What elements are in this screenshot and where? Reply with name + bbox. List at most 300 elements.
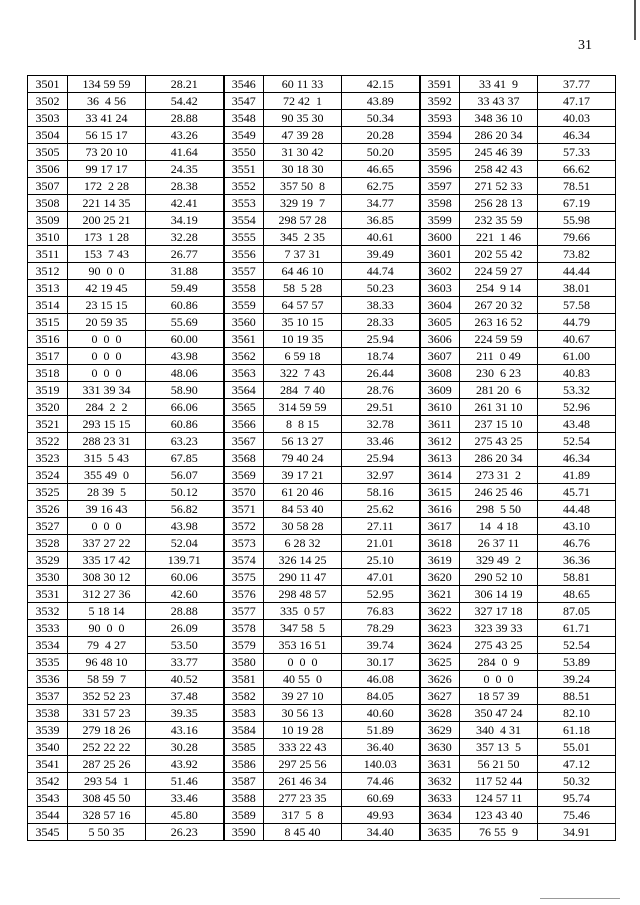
point-number-cell: 3524 xyxy=(28,467,68,484)
distance-cell: 79.66 xyxy=(538,229,616,246)
point-number-cell: 3527 xyxy=(28,518,68,535)
angle-cell: 326 14 25 xyxy=(264,552,342,569)
distance-cell: 43.89 xyxy=(342,93,420,110)
point-number-cell: 3635 xyxy=(420,824,460,841)
table-row xyxy=(28,586,616,603)
angle-cell: 256 28 13 xyxy=(460,195,538,212)
distance-cell: 40.61 xyxy=(342,229,420,246)
distance-cell: 30.28 xyxy=(146,739,224,756)
distance-cell: 82.10 xyxy=(538,705,616,722)
angle-cell: 58 5 28 xyxy=(264,280,342,297)
table-row xyxy=(28,263,616,280)
table-row xyxy=(28,110,616,127)
table-row xyxy=(28,399,616,416)
distance-cell: 40.60 xyxy=(342,705,420,722)
angle-cell: 314 59 59 xyxy=(264,399,342,416)
angle-cell: 335 17 42 xyxy=(68,552,146,569)
point-number-cell: 3627 xyxy=(420,688,460,705)
distance-cell: 43.98 xyxy=(146,518,224,535)
distance-cell: 57.58 xyxy=(538,297,616,314)
distance-cell: 25.62 xyxy=(342,501,420,518)
distance-cell: 34.19 xyxy=(146,212,224,229)
angle-cell: 287 25 26 xyxy=(68,756,146,773)
distance-cell: 37.48 xyxy=(146,688,224,705)
angle-cell: 279 18 26 xyxy=(68,722,146,739)
angle-cell: 96 48 10 xyxy=(68,654,146,671)
distance-cell: 61.71 xyxy=(538,620,616,637)
distance-cell: 57.33 xyxy=(538,144,616,161)
angle-cell: 290 52 10 xyxy=(460,569,538,586)
distance-cell: 52.96 xyxy=(538,399,616,416)
point-number-cell: 3597 xyxy=(420,178,460,195)
angle-cell: 0 0 0 xyxy=(68,365,146,382)
angle-cell: 331 57 23 xyxy=(68,705,146,722)
page-number: 31 xyxy=(578,38,592,53)
point-number-cell: 3556 xyxy=(224,246,264,263)
distance-cell: 32.28 xyxy=(146,229,224,246)
point-number-cell: 3518 xyxy=(28,365,68,382)
distance-cell: 52.54 xyxy=(538,637,616,654)
point-number-cell: 3622 xyxy=(420,603,460,620)
point-number-cell: 3600 xyxy=(420,229,460,246)
point-number-cell: 3618 xyxy=(420,535,460,552)
distance-cell: 46.08 xyxy=(342,671,420,688)
angle-cell: 340 4 31 xyxy=(460,722,538,739)
distance-cell: 42.41 xyxy=(146,195,224,212)
angle-cell: 33 41 9 xyxy=(460,76,538,93)
angle-cell: 202 55 42 xyxy=(460,246,538,263)
distance-cell: 30.17 xyxy=(342,654,420,671)
angle-cell: 329 49 2 xyxy=(460,552,538,569)
angle-cell: 355 49 0 xyxy=(68,467,146,484)
angle-cell: 246 25 46 xyxy=(460,484,538,501)
distance-cell: 41.89 xyxy=(538,467,616,484)
angle-cell: 6 59 18 xyxy=(264,348,342,365)
angle-cell: 40 55 0 xyxy=(264,671,342,688)
distance-cell: 34.91 xyxy=(538,824,616,841)
distance-cell: 31.88 xyxy=(146,263,224,280)
point-number-cell: 3590 xyxy=(224,824,264,841)
table-row xyxy=(28,603,616,620)
point-number-cell: 3632 xyxy=(420,773,460,790)
distance-cell: 75.46 xyxy=(538,807,616,824)
point-number-cell: 3609 xyxy=(420,382,460,399)
angle-cell: 172 2 28 xyxy=(68,178,146,195)
angle-cell: 31 30 42 xyxy=(264,144,342,161)
table-row xyxy=(28,161,616,178)
distance-cell: 48.65 xyxy=(538,586,616,603)
point-number-cell: 3612 xyxy=(420,433,460,450)
angle-cell: 224 59 59 xyxy=(460,331,538,348)
table-row xyxy=(28,484,616,501)
angle-cell: 5 50 35 xyxy=(68,824,146,841)
distance-cell: 51.46 xyxy=(146,773,224,790)
angle-cell: 134 59 59 xyxy=(68,76,146,93)
angle-cell: 254 9 14 xyxy=(460,280,538,297)
point-number-cell: 3587 xyxy=(224,773,264,790)
point-number-cell: 3509 xyxy=(28,212,68,229)
angle-cell: 64 46 10 xyxy=(264,263,342,280)
distance-cell: 44.44 xyxy=(538,263,616,280)
point-number-cell: 3550 xyxy=(224,144,264,161)
point-number-cell: 3598 xyxy=(420,195,460,212)
distance-cell: 52.54 xyxy=(538,433,616,450)
angle-cell: 224 59 27 xyxy=(460,263,538,280)
distance-cell: 33.46 xyxy=(146,790,224,807)
angle-cell: 290 11 47 xyxy=(264,569,342,586)
distance-cell: 44.79 xyxy=(538,314,616,331)
point-number-cell: 3613 xyxy=(420,450,460,467)
angle-cell: 47 39 28 xyxy=(264,127,342,144)
point-number-cell: 3538 xyxy=(28,705,68,722)
angle-cell: 284 0 9 xyxy=(460,654,538,671)
table-row xyxy=(28,416,616,433)
distance-cell: 44.48 xyxy=(538,501,616,518)
point-number-cell: 3583 xyxy=(224,705,264,722)
angle-cell: 331 39 34 xyxy=(68,382,146,399)
angle-cell: 8 8 15 xyxy=(264,416,342,433)
point-number-cell: 3610 xyxy=(420,399,460,416)
table-row xyxy=(28,127,616,144)
distance-cell: 43.10 xyxy=(538,518,616,535)
point-number-cell: 3591 xyxy=(420,76,460,93)
distance-cell: 61.00 xyxy=(538,348,616,365)
distance-cell: 18.74 xyxy=(342,348,420,365)
distance-cell: 20.28 xyxy=(342,127,420,144)
point-number-cell: 3586 xyxy=(224,756,264,773)
distance-cell: 45.80 xyxy=(146,807,224,824)
angle-cell: 200 25 21 xyxy=(68,212,146,229)
point-number-cell: 3614 xyxy=(420,467,460,484)
table-row xyxy=(28,705,616,722)
distance-cell: 25.94 xyxy=(342,331,420,348)
point-number-cell: 3601 xyxy=(420,246,460,263)
angle-cell: 345 2 35 xyxy=(264,229,342,246)
distance-cell: 33.77 xyxy=(146,654,224,671)
distance-cell: 53.50 xyxy=(146,637,224,654)
point-number-cell: 3537 xyxy=(28,688,68,705)
angle-cell: 281 20 6 xyxy=(460,382,538,399)
angle-cell: 261 46 34 xyxy=(264,773,342,790)
distance-cell: 58.81 xyxy=(538,569,616,586)
distance-cell: 46.76 xyxy=(538,535,616,552)
point-number-cell: 3534 xyxy=(28,637,68,654)
distance-cell: 28.33 xyxy=(342,314,420,331)
angle-cell: 60 11 33 xyxy=(264,76,342,93)
distance-cell: 50.34 xyxy=(342,110,420,127)
distance-cell: 76.83 xyxy=(342,603,420,620)
angle-cell: 90 0 0 xyxy=(68,263,146,280)
distance-cell: 26.23 xyxy=(146,824,224,841)
angle-cell: 327 17 18 xyxy=(460,603,538,620)
point-number-cell: 3552 xyxy=(224,178,264,195)
distance-cell: 58.16 xyxy=(342,484,420,501)
point-number-cell: 3593 xyxy=(420,110,460,127)
angle-cell: 293 54 1 xyxy=(68,773,146,790)
distance-cell: 88.51 xyxy=(538,688,616,705)
angle-cell: 30 18 30 xyxy=(264,161,342,178)
distance-cell: 25.10 xyxy=(342,552,420,569)
distance-cell: 40.83 xyxy=(538,365,616,382)
table-row xyxy=(28,280,616,297)
table-row xyxy=(28,722,616,739)
coordinates-table xyxy=(27,75,616,841)
distance-cell: 39.35 xyxy=(146,705,224,722)
angle-cell: 329 19 7 xyxy=(264,195,342,212)
point-number-cell: 3517 xyxy=(28,348,68,365)
point-number-cell: 3620 xyxy=(420,569,460,586)
angle-cell: 288 23 31 xyxy=(68,433,146,450)
table-row xyxy=(28,144,616,161)
point-number-cell: 3623 xyxy=(420,620,460,637)
angle-cell: 350 47 24 xyxy=(460,705,538,722)
point-number-cell: 3516 xyxy=(28,331,68,348)
distance-cell: 32.78 xyxy=(342,416,420,433)
angle-cell: 30 56 13 xyxy=(264,705,342,722)
distance-cell: 38.33 xyxy=(342,297,420,314)
distance-cell: 56.07 xyxy=(146,467,224,484)
angle-cell: 352 52 23 xyxy=(68,688,146,705)
angle-cell: 20 59 35 xyxy=(68,314,146,331)
point-number-cell: 3503 xyxy=(28,110,68,127)
point-number-cell: 3564 xyxy=(224,382,264,399)
distance-cell: 60.86 xyxy=(146,297,224,314)
table-row xyxy=(28,518,616,535)
distance-cell: 46.65 xyxy=(342,161,420,178)
point-number-cell: 3543 xyxy=(28,790,68,807)
point-number-cell: 3511 xyxy=(28,246,68,263)
angle-cell: 90 35 30 xyxy=(264,110,342,127)
point-number-cell: 3570 xyxy=(224,484,264,501)
distance-cell: 46.34 xyxy=(538,127,616,144)
point-number-cell: 3628 xyxy=(420,705,460,722)
angle-cell: 79 40 24 xyxy=(264,450,342,467)
angle-cell: 317 5 8 xyxy=(264,807,342,824)
angle-cell: 258 42 43 xyxy=(460,161,538,178)
point-number-cell: 3512 xyxy=(28,263,68,280)
table-row xyxy=(28,76,616,93)
angle-cell: 79 4 27 xyxy=(68,637,146,654)
angle-cell: 237 15 10 xyxy=(460,416,538,433)
angle-cell: 0 0 0 xyxy=(68,518,146,535)
angle-cell: 306 14 19 xyxy=(460,586,538,603)
point-number-cell: 3526 xyxy=(28,501,68,518)
angle-cell: 84 53 40 xyxy=(264,501,342,518)
distance-cell: 28.76 xyxy=(342,382,420,399)
angle-cell: 73 20 10 xyxy=(68,144,146,161)
point-number-cell: 3599 xyxy=(420,212,460,229)
angle-cell: 221 14 35 xyxy=(68,195,146,212)
point-number-cell: 3619 xyxy=(420,552,460,569)
point-number-cell: 3562 xyxy=(224,348,264,365)
table-row xyxy=(28,348,616,365)
distance-cell: 58.90 xyxy=(146,382,224,399)
point-number-cell: 3566 xyxy=(224,416,264,433)
angle-cell: 0 0 0 xyxy=(264,654,342,671)
distance-cell: 74.46 xyxy=(342,773,420,790)
point-number-cell: 3604 xyxy=(420,297,460,314)
point-number-cell: 3571 xyxy=(224,501,264,518)
distance-cell: 63.23 xyxy=(146,433,224,450)
angle-cell: 353 16 51 xyxy=(264,637,342,654)
table-row xyxy=(28,212,616,229)
point-number-cell: 3545 xyxy=(28,824,68,841)
point-number-cell: 3542 xyxy=(28,773,68,790)
point-number-cell: 3568 xyxy=(224,450,264,467)
point-number-cell: 3573 xyxy=(224,535,264,552)
angle-cell: 286 20 34 xyxy=(460,450,538,467)
point-number-cell: 3630 xyxy=(420,739,460,756)
point-number-cell: 3616 xyxy=(420,501,460,518)
angle-cell: 308 30 12 xyxy=(68,569,146,586)
point-number-cell: 3576 xyxy=(224,586,264,603)
distance-cell: 43.98 xyxy=(146,348,224,365)
table-row xyxy=(28,688,616,705)
distance-cell: 34.77 xyxy=(342,195,420,212)
angle-cell: 232 35 59 xyxy=(460,212,538,229)
point-number-cell: 3565 xyxy=(224,399,264,416)
distance-cell: 50.32 xyxy=(538,773,616,790)
distance-cell: 56.82 xyxy=(146,501,224,518)
point-number-cell: 3510 xyxy=(28,229,68,246)
point-number-cell: 3504 xyxy=(28,127,68,144)
point-number-cell: 3603 xyxy=(420,280,460,297)
distance-cell: 25.94 xyxy=(342,450,420,467)
angle-cell: 124 57 11 xyxy=(460,790,538,807)
distance-cell: 41.64 xyxy=(146,144,224,161)
distance-cell: 60.00 xyxy=(146,331,224,348)
point-number-cell: 3551 xyxy=(224,161,264,178)
table-row xyxy=(28,365,616,382)
angle-cell: 286 20 34 xyxy=(460,127,538,144)
point-number-cell: 3561 xyxy=(224,331,264,348)
distance-cell: 66.62 xyxy=(538,161,616,178)
angle-cell: 7 37 31 xyxy=(264,246,342,263)
point-number-cell: 3541 xyxy=(28,756,68,773)
angle-cell: 39 27 10 xyxy=(264,688,342,705)
table-row xyxy=(28,450,616,467)
distance-cell: 24.35 xyxy=(146,161,224,178)
angle-cell: 275 43 25 xyxy=(460,637,538,654)
table-row xyxy=(28,824,616,841)
angle-cell: 0 0 0 xyxy=(68,348,146,365)
angle-cell: 211 0 49 xyxy=(460,348,538,365)
point-number-cell: 3535 xyxy=(28,654,68,671)
angle-cell: 221 1 46 xyxy=(460,229,538,246)
point-number-cell: 3536 xyxy=(28,671,68,688)
distance-cell: 47.12 xyxy=(538,756,616,773)
angle-cell: 263 16 52 xyxy=(460,314,538,331)
distance-cell: 34.40 xyxy=(342,824,420,841)
angle-cell: 333 22 43 xyxy=(264,739,342,756)
point-number-cell: 3634 xyxy=(420,807,460,824)
distance-cell: 27.11 xyxy=(342,518,420,535)
table-row xyxy=(28,756,616,773)
distance-cell: 54.42 xyxy=(146,93,224,110)
angle-cell: 23 15 15 xyxy=(68,297,146,314)
distance-cell: 139.71 xyxy=(146,552,224,569)
point-number-cell: 3531 xyxy=(28,586,68,603)
page-edge-mark xyxy=(634,0,636,40)
angle-cell: 323 39 33 xyxy=(460,620,538,637)
distance-cell: 73.82 xyxy=(538,246,616,263)
point-number-cell: 3548 xyxy=(224,110,264,127)
distance-cell: 48.06 xyxy=(146,365,224,382)
distance-cell: 39.74 xyxy=(342,637,420,654)
point-number-cell: 3532 xyxy=(28,603,68,620)
point-number-cell: 3539 xyxy=(28,722,68,739)
table-row xyxy=(28,535,616,552)
table-row xyxy=(28,773,616,790)
distance-cell: 53.89 xyxy=(538,654,616,671)
distance-cell: 52.95 xyxy=(342,586,420,603)
point-number-cell: 3574 xyxy=(224,552,264,569)
table-row xyxy=(28,807,616,824)
distance-cell: 50.20 xyxy=(342,144,420,161)
point-number-cell: 3515 xyxy=(28,314,68,331)
point-number-cell: 3596 xyxy=(420,161,460,178)
distance-cell: 60.06 xyxy=(146,569,224,586)
angle-cell: 245 46 39 xyxy=(460,144,538,161)
distance-cell: 50.12 xyxy=(146,484,224,501)
angle-cell: 298 5 50 xyxy=(460,501,538,518)
point-number-cell: 3579 xyxy=(224,637,264,654)
distance-cell: 52.04 xyxy=(146,535,224,552)
distance-cell: 26.09 xyxy=(146,620,224,637)
angle-cell: 35 10 15 xyxy=(264,314,342,331)
angle-cell: 18 57 39 xyxy=(460,688,538,705)
point-number-cell: 3606 xyxy=(420,331,460,348)
distance-cell: 67.19 xyxy=(538,195,616,212)
distance-cell: 43.16 xyxy=(146,722,224,739)
angle-cell: 39 16 43 xyxy=(68,501,146,518)
distance-cell: 32.97 xyxy=(342,467,420,484)
point-number-cell: 3506 xyxy=(28,161,68,178)
distance-cell: 47.01 xyxy=(342,569,420,586)
point-number-cell: 3589 xyxy=(224,807,264,824)
distance-cell: 61.18 xyxy=(538,722,616,739)
point-number-cell: 3553 xyxy=(224,195,264,212)
angle-cell: 284 7 40 xyxy=(264,382,342,399)
point-number-cell: 3633 xyxy=(420,790,460,807)
point-number-cell: 3519 xyxy=(28,382,68,399)
distance-cell: 45.71 xyxy=(538,484,616,501)
angle-cell: 0 0 0 xyxy=(460,671,538,688)
angle-cell: 30 58 28 xyxy=(264,518,342,535)
distance-cell: 21.01 xyxy=(342,535,420,552)
angle-cell: 61 20 46 xyxy=(264,484,342,501)
distance-cell: 39.24 xyxy=(538,671,616,688)
distance-cell: 38.01 xyxy=(538,280,616,297)
distance-cell: 60.69 xyxy=(342,790,420,807)
table-row xyxy=(28,382,616,399)
distance-cell: 44.74 xyxy=(342,263,420,280)
angle-cell: 297 25 56 xyxy=(264,756,342,773)
point-number-cell: 3594 xyxy=(420,127,460,144)
table-row xyxy=(28,552,616,569)
table-row xyxy=(28,569,616,586)
point-number-cell: 3569 xyxy=(224,467,264,484)
distance-cell: 28.21 xyxy=(146,76,224,93)
point-number-cell: 3514 xyxy=(28,297,68,314)
distance-cell: 29.51 xyxy=(342,399,420,416)
angle-cell: 308 45 50 xyxy=(68,790,146,807)
angle-cell: 33 43 37 xyxy=(460,93,538,110)
point-number-cell: 3588 xyxy=(224,790,264,807)
point-number-cell: 3501 xyxy=(28,76,68,93)
angle-cell: 123 43 40 xyxy=(460,807,538,824)
distance-cell: 26.44 xyxy=(342,365,420,382)
